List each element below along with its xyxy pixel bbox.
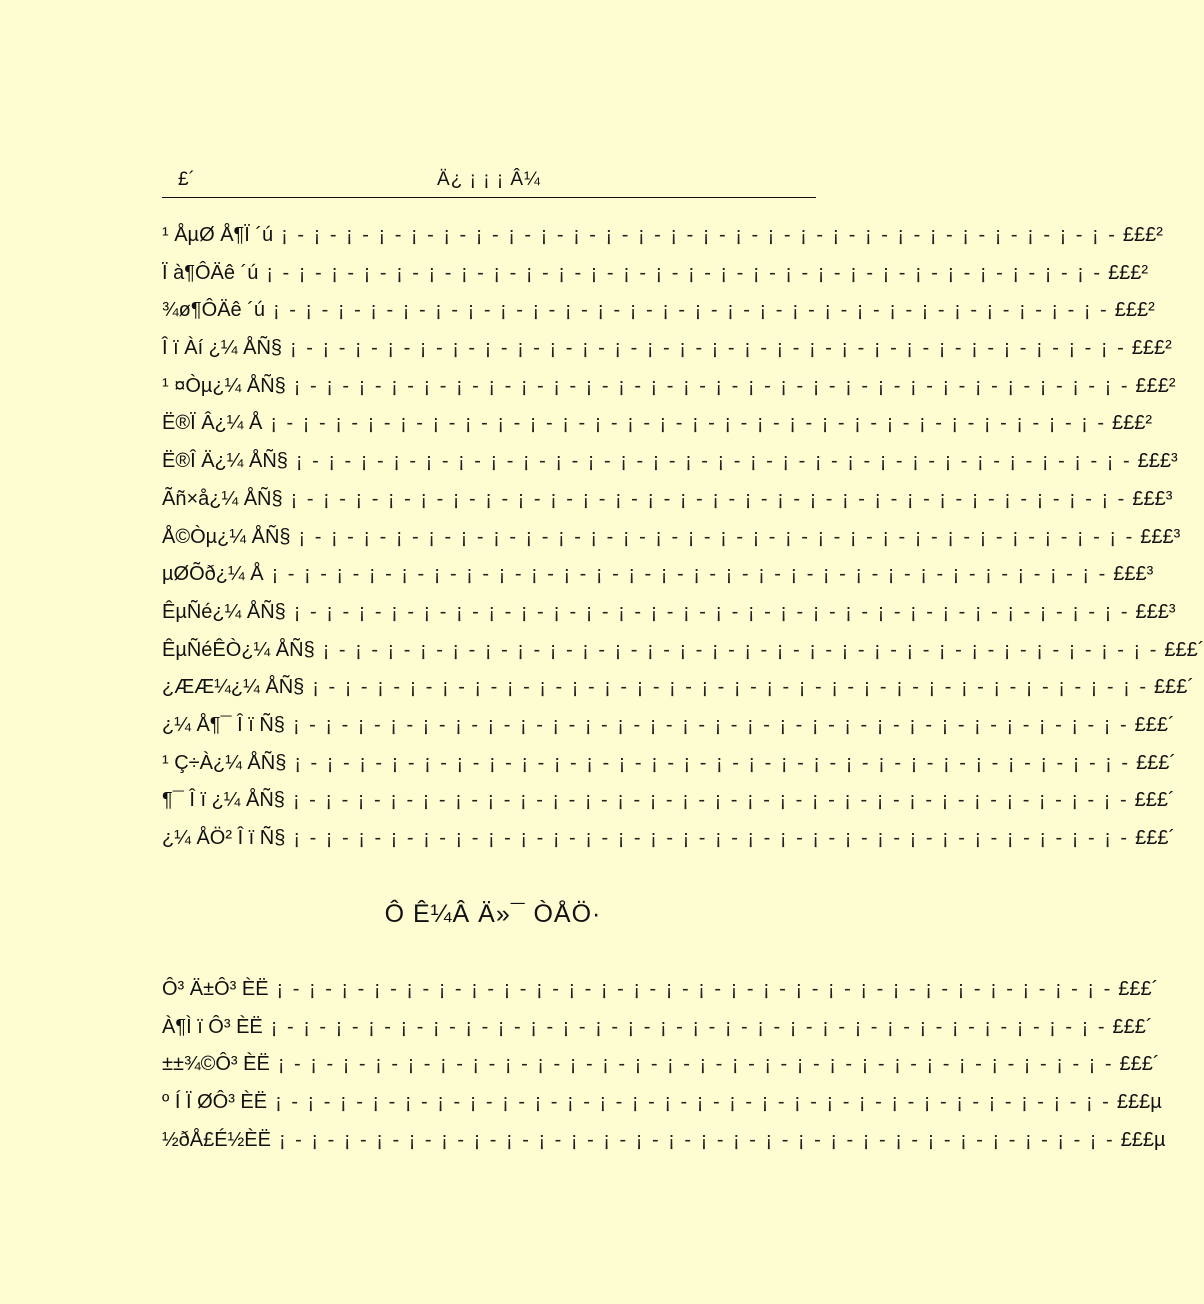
- dot-leader: ¡ - ¡ - ¡ - ¡ - ¡ - ¡ - ¡ - ¡ - ¡ - ¡ - ¡ - ¡ - ¡ - ¡ - ¡ - ¡ - ¡ - ¡ - ¡ - ¡ - ¡ - ¡ - ¡ - ¡ - ¡ - ¡ -: [270, 1015, 1107, 1038]
- toc-entry-title: ¿ÆÆ¼¿¼ ÅÑ§: [162, 676, 305, 699]
- toc-entry-title: Å©Òµ¿¼ ÅÑ§: [162, 525, 291, 548]
- toc-entry[interactable]: [162, 751, 1177, 790]
- toc-entry-title: º Í Ï ØÔ³ ÈË: [162, 1091, 268, 1114]
- toc-entry[interactable]: [162, 1091, 1162, 1129]
- toc-entry-page-number: £££²: [1135, 374, 1176, 397]
- toc-entry-title: ¹ Ç÷À¿¼ ÅÑ§: [162, 751, 287, 774]
- toc-entry-page-number: £££²: [1108, 261, 1149, 284]
- dot-leader: ¡ - ¡ - ¡ - ¡ - ¡ - ¡ - ¡ - ¡ - ¡ - ¡ - ¡ - ¡ - ¡ - ¡ - ¡ - ¡ - ¡ - ¡ - ¡ - ¡ - ¡ - ¡ - ¡ - ¡ - ¡ - ¡ -: [312, 676, 1148, 699]
- toc-entry[interactable]: [162, 638, 1204, 677]
- toc-entry-page-number: £££³: [1137, 450, 1178, 473]
- toc-entry-title: ¶¯ Î ï ¿¼ ÅÑ§: [162, 789, 285, 812]
- toc-entry-page-number: £££²: [1114, 299, 1155, 322]
- dot-leader: ¡ - ¡ - ¡ - ¡ - ¡ - ¡ - ¡ - ¡ - ¡ - ¡ - ¡ - ¡ - ¡ - ¡ - ¡ - ¡ - ¡ - ¡ - ¡ - ¡ - ¡ - ¡ - ¡ - ¡ - ¡ - ¡ -: [273, 299, 1109, 322]
- dot-leader: ¡ - ¡ - ¡ - ¡ - ¡ - ¡ - ¡ - ¡ - ¡ - ¡ - ¡ - ¡ - ¡ - ¡ - ¡ - ¡ - ¡ - ¡ - ¡ - ¡ - ¡ - ¡ - ¡ - ¡ - ¡ - ¡ -: [277, 1053, 1114, 1076]
- toc-entry[interactable]: [162, 827, 1176, 865]
- toc-entry-title: ±±¾©Ô³ ÈË: [162, 1053, 270, 1076]
- toc-entry-title: ¹ ¤Òµ¿¼ ÅÑ§: [162, 374, 286, 397]
- toc-entry[interactable]: [162, 789, 1175, 827]
- toc-entry-page-number: £££²: [1131, 337, 1172, 360]
- toc-entry[interactable]: [162, 713, 1175, 752]
- section-heading: Ô Ê¼Â Ä»¯ ÒÅÖ·: [384, 900, 602, 928]
- dot-leader: ¡ - ¡ - ¡ - ¡ - ¡ - ¡ - ¡ - ¡ - ¡ - ¡ - ¡ - ¡ - ¡ - ¡ - ¡ - ¡ - ¡ - ¡ - ¡ - ¡ - ¡ - ¡ - ¡ - ¡ - ¡ - ¡ -: [292, 789, 1129, 812]
- toc-entry-title: ÊµÑé¿¼ ÅÑ§: [162, 600, 286, 623]
- toc-entry-page-number: £££´: [1136, 751, 1177, 774]
- toc-entry-page-number: £££µ: [1120, 1128, 1166, 1151]
- toc-entry-title: ¿¼ ÅÖ² Î ï Ñ§: [162, 827, 286, 849]
- toc-entry-page-number: £££³: [1113, 563, 1154, 586]
- toc-entry[interactable]: [162, 450, 1178, 488]
- toc-entry-title: Ï à¶ÔÄê ´ú: [162, 261, 259, 284]
- dot-leader: ¡ - ¡ - ¡ - ¡ - ¡ - ¡ - ¡ - ¡ - ¡ - ¡ - ¡ - ¡ - ¡ - ¡ - ¡ - ¡ - ¡ - ¡ - ¡ - ¡ - ¡ - ¡ - ¡ - ¡ - ¡ - ¡ -: [278, 1128, 1115, 1151]
- toc-entry[interactable]: [162, 1053, 1160, 1091]
- dot-leader: ¡ - ¡ - ¡ - ¡ - ¡ - ¡ - ¡ - ¡ - ¡ - ¡ - ¡ - ¡ - ¡ - ¡ - ¡ - ¡ - ¡ - ¡ - ¡ - ¡ - ¡ - ¡ - ¡ - ¡ - ¡ - ¡ -: [322, 638, 1159, 661]
- toc-entry-title: ¿¼ Å¶¯ Î ï Ñ§: [162, 713, 285, 736]
- toc-entry-title: ÊµÑéÊÒ¿¼ ÅÑ§: [162, 638, 315, 661]
- dot-leader: ¡ - ¡ - ¡ - ¡ - ¡ - ¡ - ¡ - ¡ - ¡ - ¡ - ¡ - ¡ - ¡ - ¡ - ¡ - ¡ - ¡ - ¡ - ¡ - ¡ - ¡ - ¡ - ¡ - ¡ - ¡ - ¡ -: [266, 261, 1103, 284]
- toc-entry-title: Ãñ×å¿¼ ÅÑ§: [162, 487, 283, 510]
- toc-entry-page-number: £££´: [1135, 827, 1176, 849]
- toc-entry-page-number: £££´: [1112, 1015, 1153, 1038]
- toc-entry-title: ¹ ÅµØ Å¶Ï ´ú: [162, 224, 274, 246]
- toc-entry-page-number: £££³: [1140, 525, 1181, 548]
- page-number: £´: [178, 169, 195, 190]
- dot-leader: ¡ - ¡ - ¡ - ¡ - ¡ - ¡ - ¡ - ¡ - ¡ - ¡ - ¡ - ¡ - ¡ - ¡ - ¡ - ¡ - ¡ - ¡ - ¡ - ¡ - ¡ - ¡ - ¡ - ¡ - ¡ - ¡ -: [290, 337, 1126, 360]
- toc-entry[interactable]: [162, 261, 1149, 300]
- toc-entry-page-number: £££´: [1164, 638, 1204, 661]
- dot-leader: ¡ - ¡ - ¡ - ¡ - ¡ - ¡ - ¡ - ¡ - ¡ - ¡ - ¡ - ¡ - ¡ - ¡ - ¡ - ¡ - ¡ - ¡ - ¡ - ¡ - ¡ - ¡ - ¡ - ¡ - ¡ - ¡ -: [292, 713, 1129, 736]
- toc-entry[interactable]: [162, 525, 1181, 564]
- dot-leader: ¡ - ¡ - ¡ - ¡ - ¡ - ¡ - ¡ - ¡ - ¡ - ¡ - ¡ - ¡ - ¡ - ¡ - ¡ - ¡ - ¡ - ¡ - ¡ - ¡ - ¡ - ¡ - ¡ - ¡ - ¡ - ¡ -: [290, 487, 1127, 510]
- toc-entry-title: ½ðÅ£É½ÈË: [162, 1128, 271, 1151]
- toc-entry[interactable]: [162, 487, 1173, 526]
- toc-entry[interactable]: [162, 337, 1172, 375]
- dot-leader: ¡ - ¡ - ¡ - ¡ - ¡ - ¡ - ¡ - ¡ - ¡ - ¡ - ¡ - ¡ - ¡ - ¡ - ¡ - ¡ - ¡ - ¡ - ¡ - ¡ - ¡ - ¡ - ¡ - ¡ - ¡ - ¡ -: [298, 525, 1135, 548]
- dot-leader: ¡ - ¡ - ¡ - ¡ - ¡ - ¡ - ¡ - ¡ - ¡ - ¡ - ¡ - ¡ - ¡ - ¡ - ¡ - ¡ - ¡ - ¡ - ¡ - ¡ - ¡ - ¡ - ¡ - ¡ - ¡ - ¡ -: [293, 374, 1130, 397]
- dot-leader: ¡ - ¡ - ¡ - ¡ - ¡ - ¡ - ¡ - ¡ - ¡ - ¡ - ¡ - ¡ - ¡ - ¡ - ¡ - ¡ - ¡ - ¡ - ¡ - ¡ - ¡ - ¡ - ¡ - ¡ - ¡ - ¡ -: [293, 600, 1130, 623]
- dot-leader: ¡ - ¡ - ¡ - ¡ - ¡ - ¡ - ¡ - ¡ - ¡ - ¡ - ¡ - ¡ - ¡ - ¡ - ¡ - ¡ - ¡ - ¡ - ¡ - ¡ - ¡ - ¡ - ¡ - ¡ - ¡ - ¡ -: [271, 563, 1108, 586]
- toc-entry-page-number: £££²: [1112, 412, 1153, 435]
- toc-entry-title: Ô³ Ä±Ô³ ÈË: [162, 978, 269, 1000]
- toc-entry-page-number: £££´: [1134, 789, 1175, 812]
- toc-entry-title: Î ï Àí ¿¼ ÅÑ§: [162, 337, 283, 360]
- page-header: [162, 168, 816, 198]
- toc-entry-title: µØÕð¿¼ Å: [162, 563, 264, 586]
- toc-entry[interactable]: [162, 1128, 1166, 1167]
- running-title: Ä¿ ¡ ¡ ¡ Â¼: [437, 169, 541, 190]
- toc-entry-title: À¶Ì ï Ô³ ÈË: [162, 1015, 263, 1038]
- toc-entry-page-number: £££µ: [1116, 1091, 1162, 1114]
- toc-entry[interactable]: [162, 563, 1154, 601]
- toc-entry-page-number: £££´: [1119, 1053, 1160, 1076]
- toc-entry[interactable]: [162, 374, 1176, 413]
- toc-appendix-list: [162, 978, 1166, 1166]
- toc-entry-page-number: £££´: [1134, 713, 1175, 736]
- dot-leader: ¡ - ¡ - ¡ - ¡ - ¡ - ¡ - ¡ - ¡ - ¡ - ¡ - ¡ - ¡ - ¡ - ¡ - ¡ - ¡ - ¡ - ¡ - ¡ - ¡ - ¡ - ¡ - ¡ - ¡ - ¡ - ¡ -: [275, 1091, 1111, 1114]
- toc-entry[interactable]: [162, 412, 1153, 450]
- dot-leader: ¡ - ¡ - ¡ - ¡ - ¡ - ¡ - ¡ - ¡ - ¡ - ¡ - ¡ - ¡ - ¡ - ¡ - ¡ - ¡ - ¡ - ¡ - ¡ - ¡ - ¡ - ¡ - ¡ - ¡ - ¡ - ¡ -: [295, 450, 1132, 473]
- toc-entry-title: Ë®Î Ä¿¼ ÅÑ§: [162, 450, 288, 473]
- dot-leader: ¡ - ¡ - ¡ - ¡ - ¡ - ¡ - ¡ - ¡ - ¡ - ¡ - ¡ - ¡ - ¡ - ¡ - ¡ - ¡ - ¡ - ¡ - ¡ - ¡ - ¡ - ¡ - ¡ - ¡ - ¡ - ¡ -: [281, 224, 1117, 246]
- toc-entry-page-number: £££³: [1132, 487, 1173, 510]
- dot-leader: ¡ - ¡ - ¡ - ¡ - ¡ - ¡ - ¡ - ¡ - ¡ - ¡ - ¡ - ¡ - ¡ - ¡ - ¡ - ¡ - ¡ - ¡ - ¡ - ¡ - ¡ - ¡ - ¡ - ¡ - ¡ - ¡ -: [270, 412, 1107, 435]
- toc-entry[interactable]: [162, 600, 1176, 639]
- toc-entry[interactable]: [162, 676, 1195, 714]
- dot-leader: ¡ - ¡ - ¡ - ¡ - ¡ - ¡ - ¡ - ¡ - ¡ - ¡ - ¡ - ¡ - ¡ - ¡ - ¡ - ¡ - ¡ - ¡ - ¡ - ¡ - ¡ - ¡ - ¡ - ¡ - ¡ - ¡ -: [293, 827, 1130, 849]
- toc-entry-page-number: £££´: [1153, 676, 1195, 699]
- toc-entry-page-number: £££´: [1118, 978, 1159, 1000]
- toc-entry-title: Ë®Ï Â¿¼ Å: [162, 412, 263, 435]
- toc-entry-title: ¾ø¶ÔÄê ´ú: [162, 299, 265, 322]
- toc-entry[interactable]: [162, 1015, 1153, 1054]
- toc-entry-page-number: £££²: [1122, 224, 1163, 246]
- toc-entry-page-number: £££³: [1135, 600, 1176, 623]
- toc-entry[interactable]: [162, 299, 1155, 337]
- toc-entry[interactable]: [162, 978, 1159, 1016]
- toc-main-list: [162, 224, 1204, 865]
- toc-entry[interactable]: [162, 224, 1163, 262]
- dot-leader: ¡ - ¡ - ¡ - ¡ - ¡ - ¡ - ¡ - ¡ - ¡ - ¡ - ¡ - ¡ - ¡ - ¡ - ¡ - ¡ - ¡ - ¡ - ¡ - ¡ - ¡ - ¡ - ¡ - ¡ - ¡ - ¡ -: [276, 978, 1113, 1000]
- dot-leader: ¡ - ¡ - ¡ - ¡ - ¡ - ¡ - ¡ - ¡ - ¡ - ¡ - ¡ - ¡ - ¡ - ¡ - ¡ - ¡ - ¡ - ¡ - ¡ - ¡ - ¡ - ¡ - ¡ - ¡ - ¡ - ¡ -: [294, 751, 1131, 774]
